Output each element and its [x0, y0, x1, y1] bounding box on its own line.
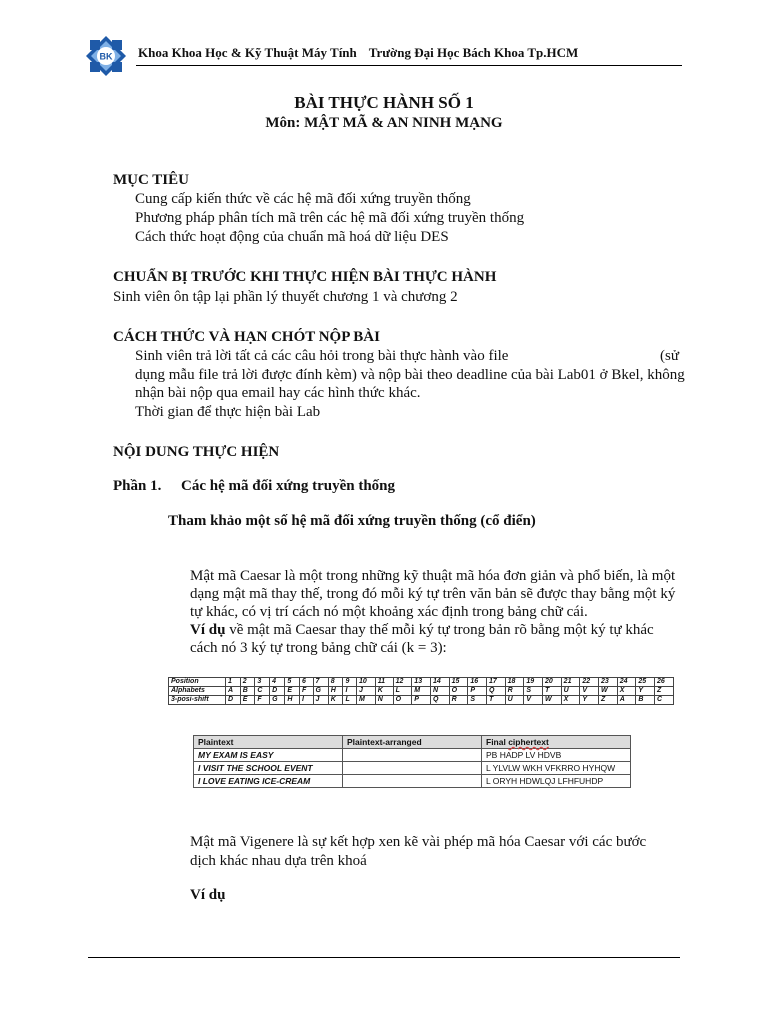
section-subheading: Tham khảo một số hệ mã đối xứng truyền thống (cổ điển) — [168, 513, 536, 529]
shift-cell: 12 — [393, 678, 412, 687]
shift-cell: O — [449, 687, 468, 696]
row-label: Alphabets — [169, 687, 226, 696]
shift-cell: P — [468, 687, 487, 696]
shift-cell: D — [270, 687, 285, 696]
ciphertext-cell: PB HADP LV HDVB — [482, 749, 631, 762]
shift-cell: F — [255, 696, 270, 705]
shift-cell: B — [636, 696, 655, 705]
shift-cell: 20 — [543, 678, 562, 687]
caesar-shift-table — [168, 677, 674, 705]
shift-cell: A — [226, 687, 241, 696]
header-rule — [136, 65, 682, 66]
shift-cell: V — [524, 696, 543, 705]
shift-cell: R — [449, 696, 468, 705]
submission-line: dụng mẫu file trả lời được đính kèm) và nộp bài theo deadline của bài Lab01 ở Bkel, không — [135, 367, 685, 383]
shift-cell: E — [285, 687, 300, 696]
plaintext-cell: I VISIT THE SCHOOL EVENT — [194, 762, 343, 775]
shift-cell: 17 — [486, 678, 505, 687]
row-label: Position — [169, 678, 226, 687]
objective-item: Cung cấp kiến thức về các hệ mã đối xứng truyền thống — [135, 191, 471, 207]
svg-text:BK: BK — [99, 51, 113, 62]
shift-cell: 2 — [240, 678, 255, 687]
preparation-heading: CHUẨN BỊ TRƯỚC KHI THỰC HIỆN BÀI THỰC HÀNH — [113, 269, 497, 285]
shift-cell: Q — [430, 696, 449, 705]
column-header-word: ciphertext — [508, 737, 549, 747]
shift-cell: F — [300, 687, 314, 696]
shift-cell: V — [580, 687, 599, 696]
shift-cell: D — [226, 696, 241, 705]
shift-cell: A — [617, 696, 636, 705]
ciphertext-cell: L ORYH HDWLQJ LFHFUHDP — [482, 775, 631, 788]
shift-cell: 23 — [599, 678, 618, 687]
shift-cell: T — [543, 687, 562, 696]
shift-cell: X — [561, 696, 580, 705]
shift-cell: 11 — [375, 678, 393, 687]
university-logo — [84, 34, 128, 78]
example-line-2: cách nó 3 ký tự trong bảng chữ cái (k = 3): — [190, 640, 447, 656]
arranged-cell — [343, 749, 482, 762]
column-header: Final ciphertext — [482, 736, 631, 749]
arranged-cell — [343, 762, 482, 775]
column-header: Plaintext — [194, 736, 343, 749]
example-label: Ví dụ — [190, 622, 226, 638]
faculty-name: Khoa Khoa Học & Kỹ Thuật Máy Tính — [138, 45, 357, 60]
shift-table-row — [169, 687, 674, 696]
university-name: Trường Đại Học Bách Khoa Tp.HCM — [368, 45, 579, 60]
page-header — [138, 45, 578, 61]
shift-cell: 19 — [524, 678, 543, 687]
shift-cell: Y — [636, 687, 655, 696]
shift-cell: L — [393, 687, 412, 696]
document-subtitle: Môn: MẬT MÃ & AN NINH MẠNG — [265, 115, 503, 131]
shift-cell: U — [505, 696, 524, 705]
shift-cell: L — [343, 696, 357, 705]
shift-cell: P — [412, 696, 431, 705]
vigenere-paragraph-line: dịch khác nhau dựa trên khoá — [190, 853, 367, 869]
shift-cell: 14 — [430, 678, 449, 687]
shift-cell: Q — [486, 687, 505, 696]
part-title: Các hệ mã đối xứng truyền thống — [181, 478, 396, 494]
shift-cell: N — [430, 687, 449, 696]
shift-cell: R — [505, 687, 524, 696]
shift-cell: W — [543, 696, 562, 705]
shift-cell: 16 — [468, 678, 487, 687]
shift-cell: 3 — [255, 678, 270, 687]
shift-cell: 22 — [580, 678, 599, 687]
shift-cell: 26 — [655, 678, 674, 687]
shift-cell: O — [393, 696, 412, 705]
submission-line-end: (sử — [660, 348, 679, 364]
shift-cell: T — [486, 696, 505, 705]
shift-table-row — [169, 678, 674, 687]
shift-cell: 5 — [285, 678, 300, 687]
shift-cell: C — [255, 687, 270, 696]
shift-cell: G — [270, 696, 285, 705]
part-label: Phần 1. — [113, 478, 162, 494]
arranged-cell — [343, 775, 482, 788]
caesar-paragraph-line: dạng mật mã thay thế, trong đó mỗi ký tự trên văn bản sẽ được thay bằng một ký — [190, 586, 676, 602]
shift-cell: G — [313, 687, 328, 696]
content-heading: NỘI DUNG THỰC HIỆN — [113, 444, 280, 460]
example-text: về mật mã Caesar thay thế mỗi ký tự trong bản rõ bằng một ký tự khác — [229, 622, 654, 638]
vigenere-paragraph-line: Mật mã Vigenere là sự kết hợp xen kẽ vài phép mã hóa Caesar với các bước — [190, 834, 647, 850]
footer-rule — [88, 957, 680, 958]
shift-cell: E — [240, 696, 255, 705]
table-row — [194, 762, 631, 775]
shift-cell: N — [375, 696, 393, 705]
shift-cell: 8 — [328, 678, 343, 687]
shift-cell: 7 — [313, 678, 328, 687]
shift-cell: Z — [599, 696, 618, 705]
table-header-row — [194, 736, 631, 749]
row-label: 3-posi-shift — [169, 696, 226, 705]
shift-cell: U — [561, 687, 580, 696]
ciphertext-cell: L YLVLW WKH VFKRRO HYHQW — [482, 762, 631, 775]
shift-cell: 13 — [412, 678, 431, 687]
shift-cell: 21 — [561, 678, 580, 687]
shift-cell: S — [524, 687, 543, 696]
preparation-text: Sinh viên ôn tập lại phần lý thuyết chương 1 và chương 2 — [113, 289, 458, 305]
table-row — [194, 749, 631, 762]
shift-cell: 24 — [617, 678, 636, 687]
plaintext-cell: I LOVE EATING ICE-CREAM — [194, 775, 343, 788]
shift-cell: M — [357, 696, 376, 705]
caesar-paragraph-line: tự khác, có vị trí cách nó một khoảng xác định trong bảng chữ cái. — [190, 604, 588, 620]
shift-table-row — [169, 696, 674, 705]
shift-cell: 4 — [270, 678, 285, 687]
objectives-heading: MỤC TIÊU — [113, 172, 189, 188]
shift-cell: Z — [655, 687, 674, 696]
shift-cell: 1 — [226, 678, 241, 687]
shift-cell: B — [240, 687, 255, 696]
shift-cell: W — [599, 687, 618, 696]
submission-line: Sinh viên trả lời tất cả các câu hỏi trong bài thực hành vào file — [135, 348, 509, 364]
example-2-label: Ví dụ — [190, 887, 226, 903]
shift-cell: 18 — [505, 678, 524, 687]
table-row — [194, 775, 631, 788]
submission-line: nhận bài nộp qua email hay các hình thức khác. — [135, 385, 421, 401]
submission-heading: CÁCH THỨC VÀ HẠN CHÓT NỘP BÀI — [113, 329, 380, 345]
shift-cell: S — [468, 696, 487, 705]
shift-cell: C — [655, 696, 674, 705]
objective-item: Phương pháp phân tích mã trên các hệ mã đối xứng truyền thống — [135, 210, 525, 226]
shift-cell: K — [328, 696, 343, 705]
shift-cell: 15 — [449, 678, 468, 687]
document-title: BÀI THỰC HÀNH SỐ 1 — [294, 93, 474, 112]
shift-cell: J — [357, 687, 376, 696]
plaintext-cell: MY EXAM IS EASY — [194, 749, 343, 762]
shift-cell: H — [328, 687, 343, 696]
shift-cell: H — [285, 696, 300, 705]
objective-item: Cách thức hoạt động của chuẩn mã hoá dữ liệu DES — [135, 229, 449, 245]
shift-cell: 25 — [636, 678, 655, 687]
shift-cell: J — [313, 696, 328, 705]
shift-cell: I — [300, 696, 314, 705]
ciphertext-table — [193, 735, 631, 788]
column-header: Plaintext-arranged — [343, 736, 482, 749]
shift-cell: M — [412, 687, 431, 696]
shift-cell: 9 — [343, 678, 357, 687]
shift-cell: Y — [580, 696, 599, 705]
shift-cell: 10 — [357, 678, 376, 687]
example-line — [190, 621, 654, 640]
shift-cell: X — [617, 687, 636, 696]
shift-cell: 6 — [300, 678, 314, 687]
shift-cell: I — [343, 687, 357, 696]
submission-line: Thời gian để thực hiện bài Lab — [135, 404, 321, 420]
shift-cell: K — [375, 687, 393, 696]
caesar-paragraph-line: Mật mã Caesar là một trong những kỹ thuật mã hóa đơn giản và phổ biến, là một — [190, 568, 676, 584]
